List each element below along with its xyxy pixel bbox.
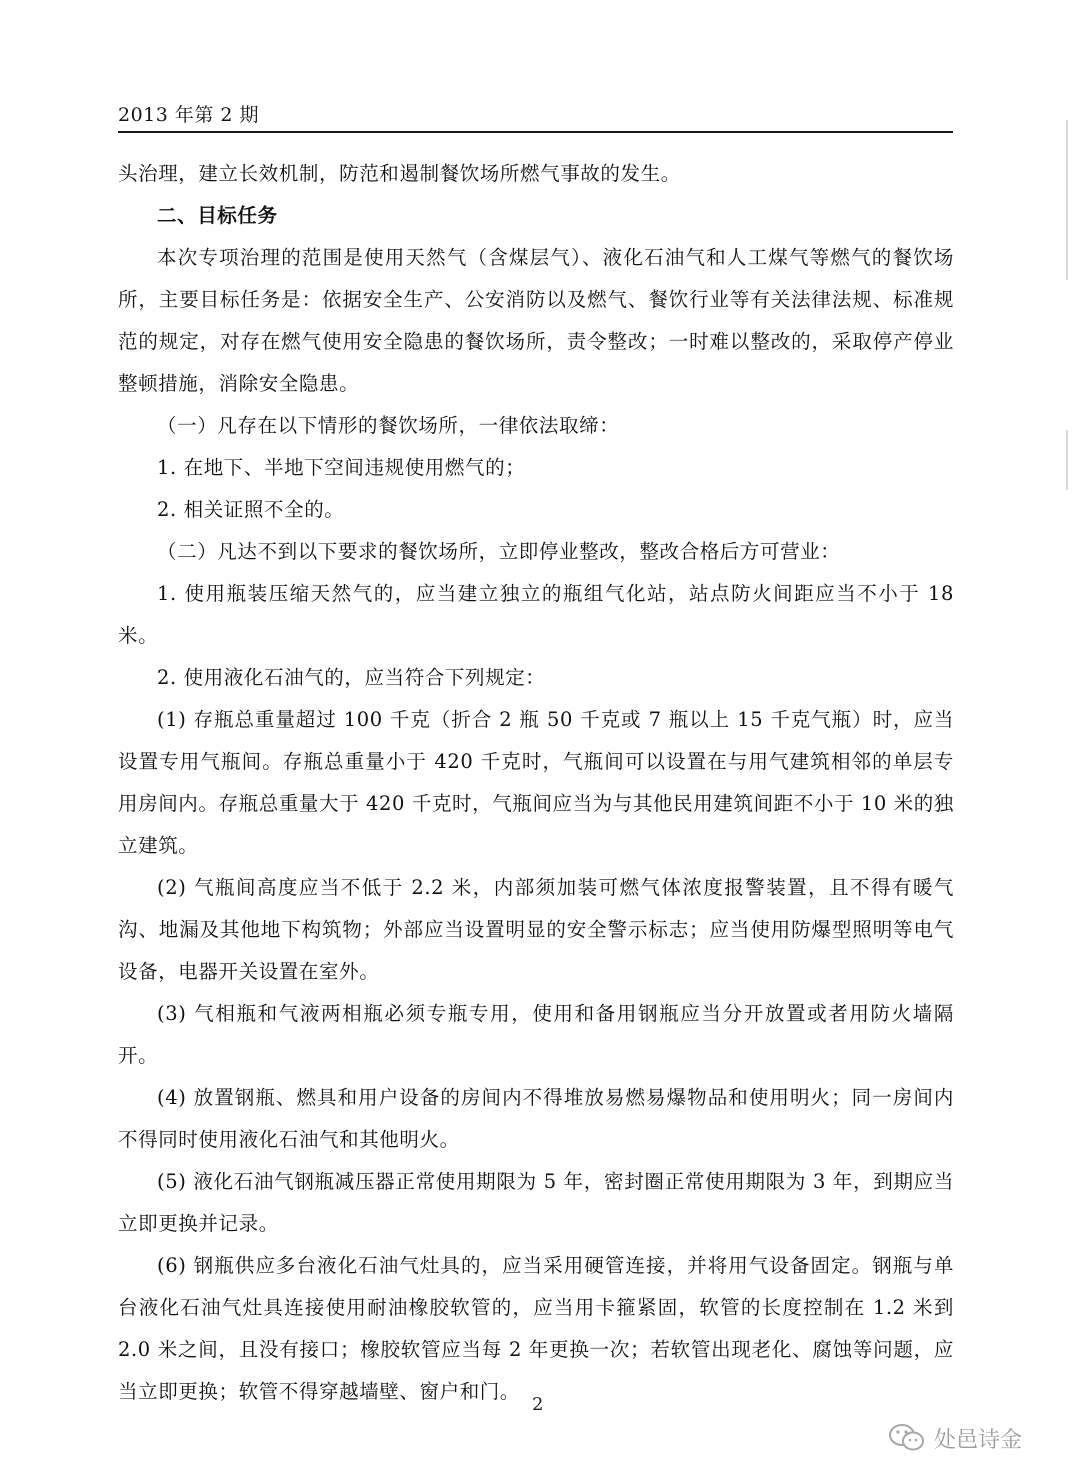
- rule-2: (2) 气瓶间高度应当不低于 2.2 米，内部须加装可燃气体浓度报警装置，且不得有暖气沟、地漏及其他地下构筑物；外部应当设置明显的安全警示标志；应当使用防爆型照明等电气设备，电器开关设置在室外。: [118, 876, 954, 983]
- fix-item-1: 1. 使用瓶装压缩天然气的，应当建立独立的瓶组气化站，站点防火间距应当不小于 18 米。: [118, 582, 954, 647]
- rule-4: (4) 放置钢瓶、燃具和用户设备的房间内不得堆放易燃易爆物品和使用明火；同一房间内不得同时使用液化石油气和其他明火。: [118, 1086, 954, 1151]
- watermark-text: 处邑诗金: [934, 1427, 1023, 1453]
- scan-edge-mark: [1066, 430, 1068, 490]
- rule-5: (5) 液化石油气钢瓶减压器正常使用期限为 5 年，密封圈正常使用期限为 3 年，到期应当立即更换并记录。: [118, 1170, 954, 1235]
- rule-1: (1) 存瓶总重量超过 100 千克（折合 2 瓶 50 千克或 7 瓶以上 15 千克气瓶）时，应当设置专用气瓶间。存瓶总重量小于 420 千克时，气瓶间可以设置在与用气建筑相邻的单层专用房间内。存瓶总重量大于 420 千克时，气瓶间应当为与其他民用建筑间距不小于 10 米的独立建筑。: [118, 708, 954, 857]
- scan-edge-mark: [1066, 120, 1068, 280]
- ban-item-2: 2. 相关证照不全的。: [157, 498, 345, 521]
- fix-list-title: （二）凡达不到以下要求的餐饮场所，立即停业整改，整改合格后方可营业：: [157, 540, 841, 563]
- fix-item-2: 2. 使用液化石油气的，应当符合下列规定：: [157, 666, 546, 689]
- section-heading: 二、目标任务: [157, 204, 278, 227]
- wechat-icon: [888, 1422, 926, 1454]
- header-divider: [118, 131, 953, 133]
- wechat-watermark: [888, 1418, 1022, 1458]
- page-number: 2: [532, 1394, 544, 1415]
- scope-paragraph: 本次专项治理的范围是使用天然气（含煤层气）、液化石油气和人工煤气等燃气的餐饮场所，主要目标任务是：依据安全生产、公安消防以及燃气、餐饮行业等有关法律法规、标准规范的规定，对存在燃气使用安全隐患的餐饮场所，责令整改；一时难以整改的，采取停产停业整顿措施，消除安全隐患。: [118, 246, 954, 395]
- intro-paragraph: 头治理，建立长效机制，防范和遏制餐饮场所燃气事故的发生。: [118, 162, 681, 185]
- issue-header: 2013 年第 2 期: [118, 104, 260, 126]
- ban-list-title: （一）凡存在以下情形的餐饮场所，一律依法取缔：: [157, 414, 620, 437]
- rule-6: (6) 钢瓶供应多台液化石油气灶具的，应当采用硬管连接，并将用气设备固定。钢瓶与单台液化石油气灶具连接使用耐油橡胶软管的，应当用卡箍紧固，软管的长度控制在 1.2 米到 2.0 米之间，且没有接口；橡胶软管应当每 2 年更换一次；若软管出现老化、腐蚀等问题，应当立即更换；软管不得穿越墙壁、窗户和门。: [118, 1254, 954, 1403]
- ban-item-1: 1. 在地下、半地下空间违规使用燃气的；: [157, 456, 526, 479]
- rule-3: (3) 气相瓶和气液两相瓶必须专瓶专用，使用和备用钢瓶应当分开放置或者用防火墙隔开。: [118, 1002, 954, 1067]
- document-body: [118, 153, 954, 1413]
